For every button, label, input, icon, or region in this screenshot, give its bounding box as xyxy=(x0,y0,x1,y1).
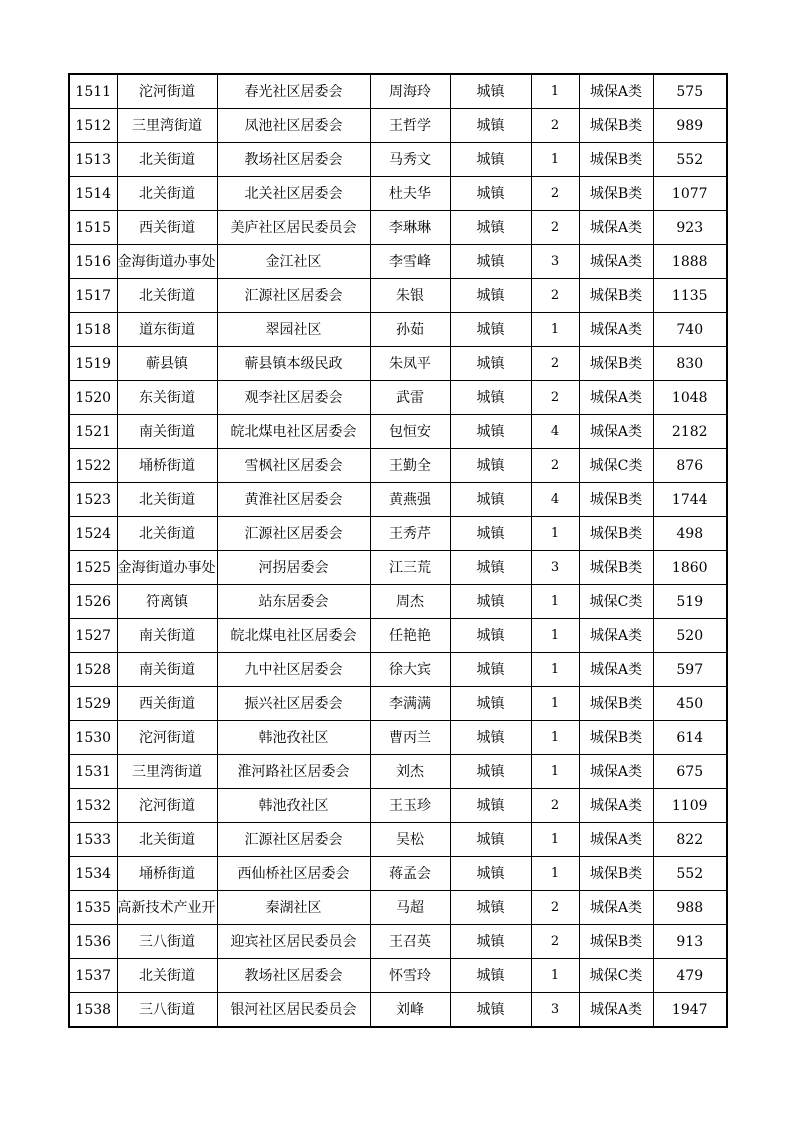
street-cell xyxy=(117,313,217,347)
record-id-cell: 1520 xyxy=(69,381,117,415)
table-row xyxy=(69,993,727,1028)
amount-cell: 1888 xyxy=(653,245,727,279)
amount-cell: 2182 xyxy=(653,415,727,449)
area-type-cell: 城镇 xyxy=(450,823,531,857)
street-cell xyxy=(117,347,217,381)
amount-cell: 498 xyxy=(653,517,727,551)
amount-cell: 520 xyxy=(653,619,727,653)
name-cell: 任艳艳 xyxy=(370,619,450,653)
category-cell: 城保A类 xyxy=(579,891,653,925)
record-id-cell: 1534 xyxy=(69,857,117,891)
category-cell: 城保C类 xyxy=(579,449,653,483)
street-label: 西关街道 xyxy=(139,219,195,236)
record-id-cell: 1536 xyxy=(69,925,117,959)
record-id-cell: 1519 xyxy=(69,347,117,381)
category-cell: 城保B类 xyxy=(579,517,653,551)
category-cell: 城保B类 xyxy=(579,687,653,721)
record-id-cell: 1530 xyxy=(69,721,117,755)
name-cell: 吴松 xyxy=(370,823,450,857)
street-cell xyxy=(117,789,217,823)
amount-cell: 597 xyxy=(653,653,727,687)
street-label: 金海街道办事处 xyxy=(117,253,216,270)
table-row xyxy=(69,143,727,177)
street-cell xyxy=(117,449,217,483)
street-cell xyxy=(117,585,217,619)
name-cell: 王召英 xyxy=(370,925,450,959)
amount-cell: 740 xyxy=(653,313,727,347)
community-cell: 九中社区居委会 xyxy=(217,653,370,687)
street-cell xyxy=(117,687,217,721)
category-cell: 城保A类 xyxy=(579,211,653,245)
table-row xyxy=(69,177,727,211)
street-label: 埇桥街道 xyxy=(139,865,195,882)
street-label: 金海街道办事处 xyxy=(117,559,216,576)
category-cell: 城保B类 xyxy=(579,857,653,891)
street-cell xyxy=(117,483,217,517)
record-id-cell: 1518 xyxy=(69,313,117,347)
amount-cell: 913 xyxy=(653,925,727,959)
area-type-cell: 城镇 xyxy=(450,109,531,143)
household-count-cell: 2 xyxy=(531,789,579,823)
category-cell: 城保B类 xyxy=(579,279,653,313)
area-type-cell: 城镇 xyxy=(450,74,531,109)
record-id-cell: 1538 xyxy=(69,993,117,1028)
household-count-cell: 1 xyxy=(531,687,579,721)
amount-cell: 1744 xyxy=(653,483,727,517)
benefit-records-table xyxy=(68,73,728,1028)
table-row xyxy=(69,279,727,313)
name-cell: 杜夫华 xyxy=(370,177,450,211)
category-cell: 城保A类 xyxy=(579,619,653,653)
area-type-cell: 城镇 xyxy=(450,143,531,177)
name-cell: 刘峰 xyxy=(370,993,450,1028)
category-cell: 城保C类 xyxy=(579,959,653,993)
name-cell: 李雪峰 xyxy=(370,245,450,279)
table-row xyxy=(69,74,727,109)
amount-cell: 1135 xyxy=(653,279,727,313)
amount-cell: 1048 xyxy=(653,381,727,415)
table-row xyxy=(69,483,727,517)
street-label: 西关街道 xyxy=(139,695,195,712)
street-cell xyxy=(117,959,217,993)
community-cell: 站东居委会 xyxy=(217,585,370,619)
table-row xyxy=(69,381,727,415)
name-cell: 蒋孟会 xyxy=(370,857,450,891)
household-count-cell: 3 xyxy=(531,245,579,279)
household-count-cell: 1 xyxy=(531,653,579,687)
name-cell: 朱银 xyxy=(370,279,450,313)
street-label: 三八街道 xyxy=(139,1001,195,1018)
table-row xyxy=(69,347,727,381)
area-type-cell: 城镇 xyxy=(450,483,531,517)
area-type-cell: 城镇 xyxy=(450,687,531,721)
name-cell: 怀雪玲 xyxy=(370,959,450,993)
record-id-cell: 1526 xyxy=(69,585,117,619)
name-cell: 周杰 xyxy=(370,585,450,619)
street-cell xyxy=(117,279,217,313)
community-cell: 春光社区居委会 xyxy=(217,74,370,109)
amount-cell: 989 xyxy=(653,109,727,143)
area-type-cell: 城镇 xyxy=(450,177,531,211)
household-count-cell: 1 xyxy=(531,823,579,857)
household-count-cell: 3 xyxy=(531,993,579,1028)
table-row xyxy=(69,585,727,619)
table-row xyxy=(69,449,727,483)
community-cell: 北关社区居委会 xyxy=(217,177,370,211)
street-label: 北关街道 xyxy=(139,525,195,542)
area-type-cell: 城镇 xyxy=(450,415,531,449)
table-row xyxy=(69,551,727,585)
category-cell: 城保B类 xyxy=(579,109,653,143)
category-cell: 城保A类 xyxy=(579,653,653,687)
record-id-cell: 1525 xyxy=(69,551,117,585)
street-label: 三里湾街道 xyxy=(132,117,202,134)
household-count-cell: 2 xyxy=(531,381,579,415)
street-cell xyxy=(117,381,217,415)
record-id-cell: 1524 xyxy=(69,517,117,551)
street-label: 东关街道 xyxy=(139,389,195,406)
street-cell xyxy=(117,755,217,789)
amount-cell: 614 xyxy=(653,721,727,755)
category-cell: 城保B类 xyxy=(579,925,653,959)
record-id-cell: 1521 xyxy=(69,415,117,449)
household-count-cell: 2 xyxy=(531,211,579,245)
street-cell xyxy=(117,891,217,925)
category-cell: 城保B类 xyxy=(579,551,653,585)
area-type-cell: 城镇 xyxy=(450,279,531,313)
street-cell xyxy=(117,925,217,959)
area-type-cell: 城镇 xyxy=(450,313,531,347)
area-type-cell: 城镇 xyxy=(450,347,531,381)
table-row xyxy=(69,245,727,279)
area-type-cell: 城镇 xyxy=(450,755,531,789)
amount-cell: 1947 xyxy=(653,993,727,1028)
table-row xyxy=(69,211,727,245)
record-id-cell: 1514 xyxy=(69,177,117,211)
street-cell xyxy=(117,177,217,211)
household-count-cell: 4 xyxy=(531,483,579,517)
street-label: 高新技术产业开 xyxy=(117,899,216,916)
category-cell: 城保C类 xyxy=(579,585,653,619)
community-cell: 西仙桥社区居委会 xyxy=(217,857,370,891)
street-label: 北关街道 xyxy=(139,287,195,304)
area-type-cell: 城镇 xyxy=(450,653,531,687)
table-row xyxy=(69,415,727,449)
name-cell: 江三荒 xyxy=(370,551,450,585)
record-id-cell: 1522 xyxy=(69,449,117,483)
record-id-cell: 1531 xyxy=(69,755,117,789)
area-type-cell: 城镇 xyxy=(450,789,531,823)
table-row xyxy=(69,857,727,891)
amount-cell: 830 xyxy=(653,347,727,381)
record-id-cell: 1517 xyxy=(69,279,117,313)
community-cell: 汇源社区居委会 xyxy=(217,517,370,551)
category-cell: 城保A类 xyxy=(579,415,653,449)
area-type-cell: 城镇 xyxy=(450,925,531,959)
area-type-cell: 城镇 xyxy=(450,211,531,245)
street-label: 南关街道 xyxy=(139,661,195,678)
street-cell xyxy=(117,415,217,449)
record-id-cell: 1533 xyxy=(69,823,117,857)
street-label: 埇桥街道 xyxy=(139,457,195,474)
community-cell: 银河社区居民委员会 xyxy=(217,993,370,1028)
amount-cell: 1077 xyxy=(653,177,727,211)
category-cell: 城保A类 xyxy=(579,823,653,857)
amount-cell: 923 xyxy=(653,211,727,245)
street-label: 符离镇 xyxy=(146,593,188,610)
record-id-cell: 1513 xyxy=(69,143,117,177)
community-cell: 教场社区居委会 xyxy=(217,143,370,177)
community-cell: 汇源社区居委会 xyxy=(217,823,370,857)
area-type-cell: 城镇 xyxy=(450,857,531,891)
street-cell xyxy=(117,517,217,551)
table-row xyxy=(69,755,727,789)
amount-cell: 575 xyxy=(653,74,727,109)
street-cell xyxy=(117,551,217,585)
community-cell: 秦湖社区 xyxy=(217,891,370,925)
record-id-cell: 1523 xyxy=(69,483,117,517)
category-cell: 城保B类 xyxy=(579,483,653,517)
street-label: 北关街道 xyxy=(139,185,195,202)
category-cell: 城保B类 xyxy=(579,143,653,177)
record-id-cell: 1527 xyxy=(69,619,117,653)
street-cell xyxy=(117,143,217,177)
amount-cell: 552 xyxy=(653,143,727,177)
area-type-cell: 城镇 xyxy=(450,245,531,279)
name-cell: 徐大宾 xyxy=(370,653,450,687)
community-cell: 迎宾社区居民委员会 xyxy=(217,925,370,959)
area-type-cell: 城镇 xyxy=(450,721,531,755)
area-type-cell: 城镇 xyxy=(450,381,531,415)
name-cell: 王勤全 xyxy=(370,449,450,483)
street-label: 沱河街道 xyxy=(139,797,195,814)
community-cell: 教场社区居委会 xyxy=(217,959,370,993)
street-cell xyxy=(117,74,217,109)
category-cell: 城保A类 xyxy=(579,245,653,279)
table-row xyxy=(69,925,727,959)
household-count-cell: 1 xyxy=(531,585,579,619)
record-id-cell: 1529 xyxy=(69,687,117,721)
name-cell: 朱凤平 xyxy=(370,347,450,381)
area-type-cell: 城镇 xyxy=(450,585,531,619)
amount-cell: 1109 xyxy=(653,789,727,823)
household-count-cell: 2 xyxy=(531,279,579,313)
area-type-cell: 城镇 xyxy=(450,993,531,1028)
name-cell: 王玉珍 xyxy=(370,789,450,823)
record-id-cell: 1516 xyxy=(69,245,117,279)
amount-cell: 822 xyxy=(653,823,727,857)
amount-cell: 988 xyxy=(653,891,727,925)
street-label: 道东街道 xyxy=(139,321,195,338)
household-count-cell: 2 xyxy=(531,109,579,143)
area-type-cell: 城镇 xyxy=(450,891,531,925)
amount-cell: 675 xyxy=(653,755,727,789)
street-cell xyxy=(117,619,217,653)
community-cell: 凤池社区居委会 xyxy=(217,109,370,143)
street-label: 北关街道 xyxy=(139,151,195,168)
household-count-cell: 1 xyxy=(531,517,579,551)
name-cell: 孙茹 xyxy=(370,313,450,347)
household-count-cell: 1 xyxy=(531,857,579,891)
street-label: 三八街道 xyxy=(139,933,195,950)
household-count-cell: 2 xyxy=(531,347,579,381)
name-cell: 包恒安 xyxy=(370,415,450,449)
street-label: 南关街道 xyxy=(139,423,195,440)
household-count-cell: 1 xyxy=(531,721,579,755)
category-cell: 城保A类 xyxy=(579,789,653,823)
community-cell: 蕲县镇本级民政 xyxy=(217,347,370,381)
table-row xyxy=(69,517,727,551)
amount-cell: 876 xyxy=(653,449,727,483)
table-row xyxy=(69,109,727,143)
street-label: 三里湾街道 xyxy=(132,763,202,780)
amount-cell: 552 xyxy=(653,857,727,891)
street-label: 南关街道 xyxy=(139,627,195,644)
amount-cell: 450 xyxy=(653,687,727,721)
table-row xyxy=(69,789,727,823)
name-cell: 马秀文 xyxy=(370,143,450,177)
record-id-cell: 1512 xyxy=(69,109,117,143)
household-count-cell: 2 xyxy=(531,449,579,483)
name-cell: 王哲学 xyxy=(370,109,450,143)
category-cell: 城保A类 xyxy=(579,381,653,415)
household-count-cell: 1 xyxy=(531,143,579,177)
street-cell xyxy=(117,211,217,245)
area-type-cell: 城镇 xyxy=(450,551,531,585)
record-id-cell: 1535 xyxy=(69,891,117,925)
community-cell: 汇源社区居委会 xyxy=(217,279,370,313)
street-label: 沱河街道 xyxy=(139,83,195,100)
category-cell: 城保A类 xyxy=(579,313,653,347)
household-count-cell: 1 xyxy=(531,619,579,653)
street-cell xyxy=(117,245,217,279)
category-cell: 城保B类 xyxy=(579,177,653,211)
household-count-cell: 1 xyxy=(531,313,579,347)
amount-cell: 479 xyxy=(653,959,727,993)
table-row xyxy=(69,823,727,857)
table-row xyxy=(69,619,727,653)
name-cell: 李满满 xyxy=(370,687,450,721)
community-cell: 观李社区居委会 xyxy=(217,381,370,415)
community-cell: 美庐社区居民委员会 xyxy=(217,211,370,245)
area-type-cell: 城镇 xyxy=(450,449,531,483)
community-cell: 淮河路社区居委会 xyxy=(217,755,370,789)
name-cell: 王秀芹 xyxy=(370,517,450,551)
category-cell: 城保A类 xyxy=(579,74,653,109)
name-cell: 马超 xyxy=(370,891,450,925)
name-cell: 李琳琳 xyxy=(370,211,450,245)
amount-cell: 519 xyxy=(653,585,727,619)
table-row xyxy=(69,891,727,925)
category-cell: 城保B类 xyxy=(579,721,653,755)
street-label: 蕲县镇 xyxy=(146,355,188,372)
household-count-cell: 1 xyxy=(531,959,579,993)
name-cell: 武雷 xyxy=(370,381,450,415)
name-cell: 黄燕强 xyxy=(370,483,450,517)
record-id-cell: 1532 xyxy=(69,789,117,823)
community-cell: 振兴社区居委会 xyxy=(217,687,370,721)
street-cell xyxy=(117,993,217,1028)
street-cell xyxy=(117,721,217,755)
household-count-cell: 1 xyxy=(531,755,579,789)
street-cell xyxy=(117,857,217,891)
area-type-cell: 城镇 xyxy=(450,619,531,653)
table-body xyxy=(69,74,727,1027)
community-cell: 皖北煤电社区居委会 xyxy=(217,619,370,653)
category-cell: 城保A类 xyxy=(579,755,653,789)
community-cell: 韩池孜社区 xyxy=(217,789,370,823)
street-cell xyxy=(117,109,217,143)
record-id-cell: 1515 xyxy=(69,211,117,245)
record-id-cell: 1537 xyxy=(69,959,117,993)
table-row xyxy=(69,687,727,721)
household-count-cell: 3 xyxy=(531,551,579,585)
street-label: 北关街道 xyxy=(139,491,195,508)
street-cell xyxy=(117,823,217,857)
table-row xyxy=(69,959,727,993)
record-id-cell: 1511 xyxy=(69,74,117,109)
street-label: 北关街道 xyxy=(139,967,195,984)
street-label: 北关街道 xyxy=(139,831,195,848)
table-row xyxy=(69,653,727,687)
name-cell: 曹丙兰 xyxy=(370,721,450,755)
name-cell: 刘杰 xyxy=(370,755,450,789)
household-count-cell: 2 xyxy=(531,925,579,959)
community-cell: 韩池孜社区 xyxy=(217,721,370,755)
community-cell: 雪枫社区居委会 xyxy=(217,449,370,483)
category-cell: 城保B类 xyxy=(579,347,653,381)
community-cell: 黄淮社区居委会 xyxy=(217,483,370,517)
category-cell: 城保A类 xyxy=(579,993,653,1028)
community-cell: 金江社区 xyxy=(217,245,370,279)
community-cell: 翠园社区 xyxy=(217,313,370,347)
street-cell xyxy=(117,653,217,687)
record-id-cell: 1528 xyxy=(69,653,117,687)
table-row xyxy=(69,313,727,347)
street-label: 沱河街道 xyxy=(139,729,195,746)
community-cell: 河拐居委会 xyxy=(217,551,370,585)
household-count-cell: 2 xyxy=(531,891,579,925)
household-count-cell: 1 xyxy=(531,74,579,109)
area-type-cell: 城镇 xyxy=(450,959,531,993)
household-count-cell: 2 xyxy=(531,177,579,211)
name-cell: 周海玲 xyxy=(370,74,450,109)
area-type-cell: 城镇 xyxy=(450,517,531,551)
table-row xyxy=(69,721,727,755)
household-count-cell: 4 xyxy=(531,415,579,449)
amount-cell: 1860 xyxy=(653,551,727,585)
community-cell: 皖北煤电社区居委会 xyxy=(217,415,370,449)
